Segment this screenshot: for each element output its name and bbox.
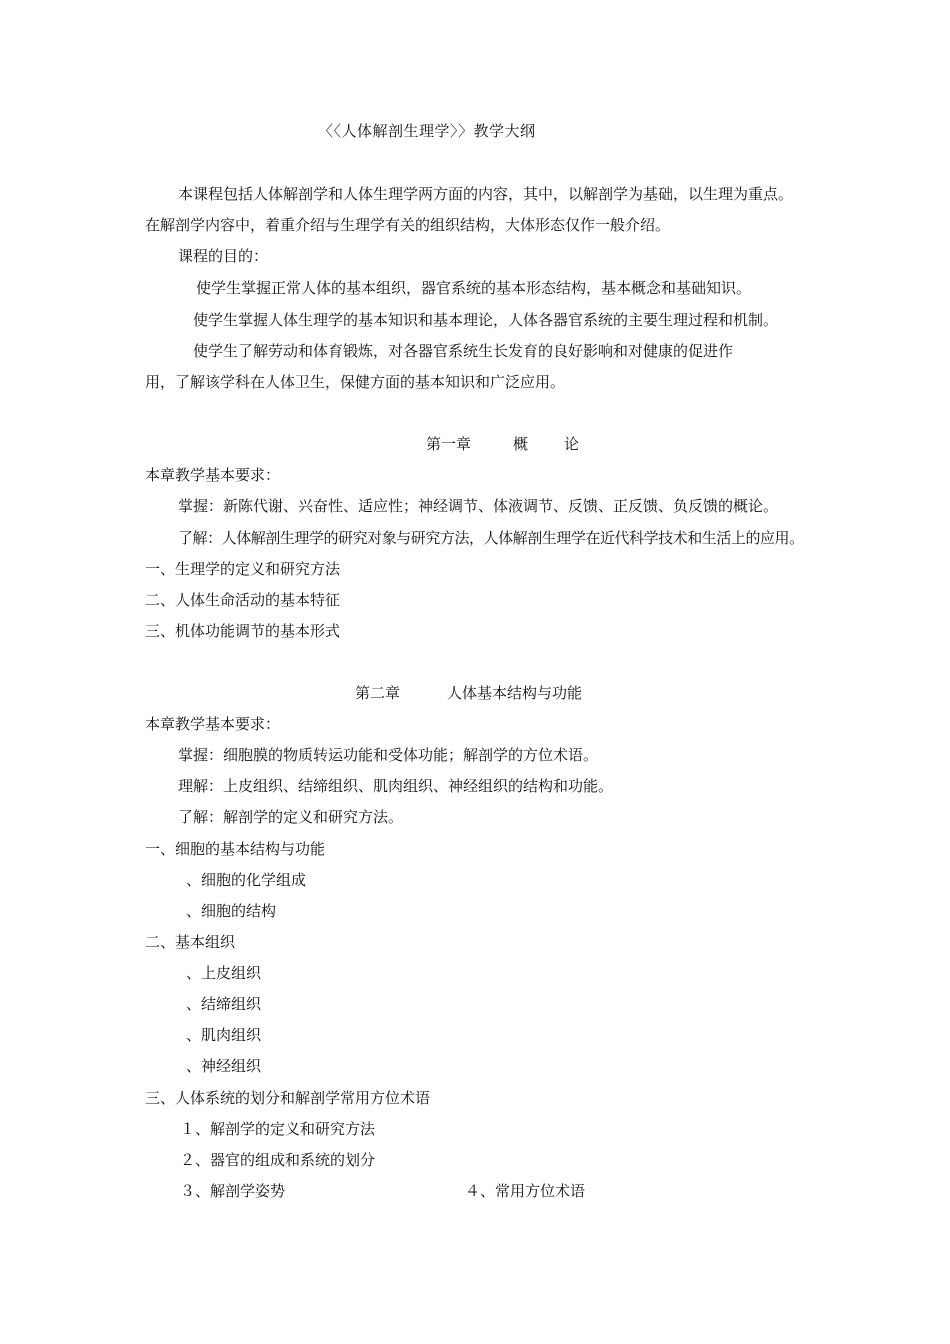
purpose-item-3-line-2: 用，了解该学科在人体卫生，保健方面的基本知识和广泛应用。 (145, 373, 566, 391)
purpose-item-2: 使学生掌握人体生理学的基本知识和基本理论，人体各器官系统的主要生理过程和机制。 (193, 311, 779, 329)
chapter-1-section-2: 二、人体生命活动的基本特征 (145, 591, 341, 609)
intro-paragraph-line-2: 在解剖学内容中，着重介绍与生理学有关的组织结构，大体形态仅作一般介绍。 (145, 216, 671, 234)
chapter-1-section-3: 三、机体功能调节的基本形式 (145, 622, 341, 640)
chapter-1-name-part-2: 论 (564, 435, 580, 453)
chapter-2-section-3-item: ３、解剖学姿势 (180, 1182, 286, 1200)
chapter-1-name-part-1: 概 (513, 435, 529, 453)
chapter-2-section-3-item: １、解剖学的定义和研究方法 (180, 1120, 376, 1138)
chapter-1-section-1: 一、生理学的定义和研究方法 (145, 560, 341, 578)
purpose-label: 课程的目的： (178, 247, 269, 265)
chapter-2-section-1-item: 、细胞的化学组成 (186, 871, 307, 889)
chapter-2-section-2-item: 、肌肉组织 (186, 1026, 262, 1044)
chapter-2-section-2-item: 、上皮组织 (186, 964, 262, 982)
document-title: 〈〈人体解剖生理学〉〉教学大纲 (318, 122, 536, 140)
chapter-1-requirements-label: 本章教学基本要求： (145, 466, 281, 484)
chapter-2-section-2-item: 、结缔组织 (186, 995, 262, 1013)
chapter-1-know: 了解：人体解剖生理学的研究对象与研究方法，人体解剖生理学在近代科学技术和生活上的应用。 (178, 529, 804, 547)
chapter-2-section-3: 三、人体系统的划分和解剖学常用方位术语 (145, 1089, 431, 1107)
chapter-2-heading (355, 683, 582, 703)
intro-paragraph-line-1: 本课程包括人体解剖学和人体生理学两方面的内容，其中，以解剖学为基础，以生理为重点。 (178, 185, 794, 203)
purpose-item-1: 使学生掌握正常人体的基本组织，器官系统的基本形态结构，基本概念和基础知识。 (196, 279, 752, 297)
purpose-item-3-line-1: 使学生了解劳动和体育锻炼，对各器官系统生长发育的良好影响和对健康的促进作 (193, 342, 734, 360)
chapter-1-master: 掌握：新陈代谢、兴奋性、适应性；神经调节、体液调节、反馈、正反馈、负反馈的概论。 (178, 497, 779, 515)
chapter-2-section-2-item: 、神经组织 (186, 1057, 262, 1075)
chapter-2-section-3-item: ４、常用方位术语 (465, 1182, 586, 1200)
chapter-2-requirements-label: 本章教学基本要求： (145, 715, 281, 733)
chapter-2-understand: 理解：上皮组织、结缔组织、肌肉组织、神经组织的结构和功能。 (178, 777, 614, 795)
chapter-2-section-3-item: ２、器官的组成和系统的划分 (180, 1151, 376, 1169)
chapter-2-name: 人体基本结构与功能 (447, 684, 583, 702)
chapter-2-section-1-item: 、细胞的结构 (186, 902, 277, 920)
chapter-1-number: 第一章 (426, 435, 472, 453)
chapter-2-know: 了解：解剖学的定义和研究方法。 (178, 808, 404, 826)
chapter-2-section-2: 二、基本组织 (145, 933, 236, 951)
chapter-1-heading (426, 434, 579, 454)
chapter-2-master: 掌握：细胞膜的物质转运功能和受体功能；解剖学的方位术语。 (178, 746, 599, 764)
chapter-2-section-1: 一、细胞的基本结构与功能 (145, 840, 326, 858)
chapter-2-number: 第二章 (355, 684, 401, 702)
